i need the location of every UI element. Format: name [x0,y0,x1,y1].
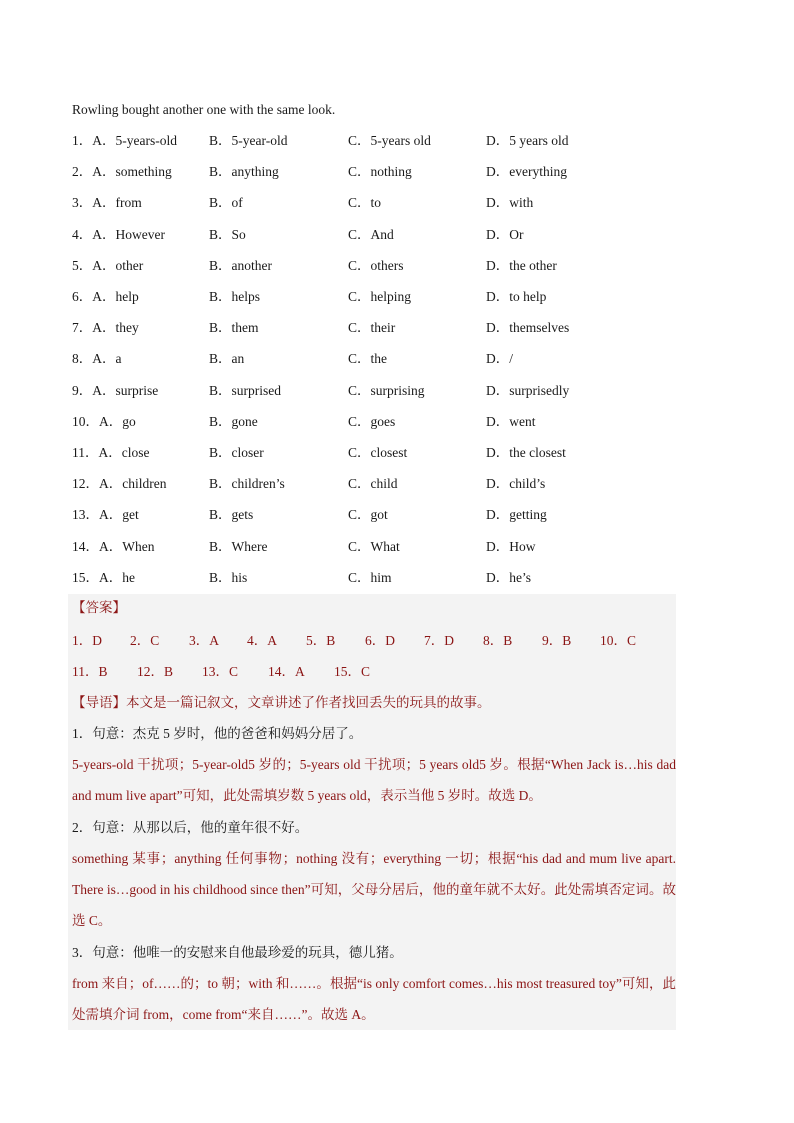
option-d: D．the closest [486,445,566,460]
answer-key-item: 10．C [600,633,637,648]
option-a: 9．A．surprise [72,382,159,398]
option-c: C．child [348,476,398,492]
option-b: B．So [209,226,246,242]
explanation-2-title: 2．句意：从那以后，他的童年很不好。 [72,820,309,835]
answer-key-item: 13．C [202,664,239,679]
option-a: 1．A．5-years-old [72,133,177,148]
answer-key-item: 11．B [72,664,108,679]
question-row [72,256,632,276]
question-row [72,443,632,463]
option-c: C．the [348,351,387,367]
explanation-3-body: from 来自；of……的；to 朝；with 和……。根据“is only comfort comes…his most treasured toy”可知，此处需填介词 from，come from“来自……”。故选 A。 [72,976,676,1022]
option-d: D．everything [486,164,567,180]
guide-text: 【导语】本文是一篇记叙文，文章讲述了作者找回丢失的玩具的故事。 [72,695,491,710]
option-d: D．themselves [486,320,570,336]
option-b: B．gone [209,413,258,429]
option-c: C．5-years old [348,133,431,148]
option-d: D．he’s [486,569,531,585]
question-row [72,568,632,588]
option-b: B．closer [209,445,264,460]
question-row [72,193,632,213]
option-a: 13．A．get [72,507,139,523]
question-row [72,349,632,369]
option-d: D．/ [486,351,513,367]
option-b: B．5-year-old [209,133,288,148]
answer-key-item: 3．A [189,633,219,648]
question-row [72,505,632,525]
option-b: B．gets [209,507,254,523]
answer-key-item: 2．C [130,633,160,648]
explanation-3-title: 3．句意：他唯一的安慰来自他最珍爱的玩具，德儿猪。 [72,945,403,960]
option-b: B．them [209,320,259,336]
option-a: 7．A．they [72,320,139,336]
answer-key-item: 15．C [334,664,371,679]
explanation-1-body: 5-years-old 干扰项；5-year-old5 岁的；5-years old 干扰项；5 years old5 岁。根据“When Jack is…his dad and mum live apart”可知，此处需填岁数 5 years old，表示当他 5 岁时。故选 D。 [72,757,676,803]
answer-key-item: 9．B [542,633,572,648]
option-d: D．went [486,413,536,429]
question-row [72,162,632,182]
option-b: B．his [209,569,248,585]
question-row [72,131,632,151]
answer-key-item: 1．D [72,633,102,648]
question-row [72,412,632,432]
option-a: 5．A．other [72,257,144,273]
option-a: 14．A．When [72,538,155,554]
question-row [72,474,632,494]
option-c: C．their [348,320,396,336]
option-c: C．others [348,257,404,273]
option-d: D．child’s [486,476,546,492]
option-d: D．5 years old [486,133,569,148]
answer-key-item: 7．D [424,633,454,648]
answer-key-item: 4．A [247,633,277,648]
option-a: 10．A．go [72,413,136,429]
option-d: D．getting [486,507,547,523]
option-c: C．helping [348,289,411,304]
option-c: C．goes [348,413,396,429]
answer-key-item: 6．D [365,633,395,648]
answer-key-item: 12．B [137,664,174,679]
answer-key-row-2 [72,662,672,682]
option-b: B．of [209,195,243,211]
option-a: 11．A．close [72,445,150,460]
passage-ending: Rowling bought another one with the same look. [72,102,336,117]
option-d: D．surprisedly [486,382,570,398]
answer-key-item: 8．B [483,633,513,648]
answer-key-item: 14．A [268,664,305,679]
explanation-1-title: 1．句意：杰克 5 岁时，他的爸爸和妈妈分居了。 [72,726,363,741]
option-b: B．helps [209,289,261,304]
option-c: C．surprising [348,382,425,398]
option-b: B．children’s [209,476,285,492]
option-c: C．got [348,507,388,523]
option-a: 6．A．help [72,289,139,304]
option-c: C．And [348,226,394,242]
option-c: C．closest [348,445,408,460]
option-d: D．Or [486,226,524,242]
option-b: B．another [209,257,272,273]
option-c: C．to [348,195,382,211]
option-b: B．Where [209,538,268,554]
option-d: D．with [486,195,534,211]
option-c: C．him [348,569,392,585]
answer-heading: 【答案】 [72,600,126,615]
option-a: 4．A．However [72,226,165,242]
option-d: D．to help [486,289,547,304]
option-b: B．anything [209,164,279,180]
option-a: 8．A．a [72,351,122,367]
option-c: C．What [348,538,400,554]
question-row [72,287,632,307]
question-row [72,225,632,245]
question-row [72,318,632,338]
option-a: 3．A．from [72,195,142,211]
option-a: 12．A．children [72,476,167,492]
option-b: B．an [209,351,245,367]
explanation-2-body: something 某事；anything 任何事物；nothing 没有；everything 一切；根据“his dad and mum live apart. There is…good in his childhood since then”可知，父母分居后，他的童年就不太好。此处需填否定词。故选 C。 [72,851,676,928]
option-b: B．surprised [209,382,281,398]
option-d: D．the other [486,257,557,273]
question-row [72,537,632,557]
answer-key-row-1 [72,631,672,651]
option-d: D．How [486,538,536,554]
option-a: 2．A．something [72,164,172,180]
option-a: 15．A．he [72,569,135,585]
question-row [72,381,632,401]
answer-key-item: 5．B [306,633,336,648]
option-c: C．nothing [348,164,412,180]
